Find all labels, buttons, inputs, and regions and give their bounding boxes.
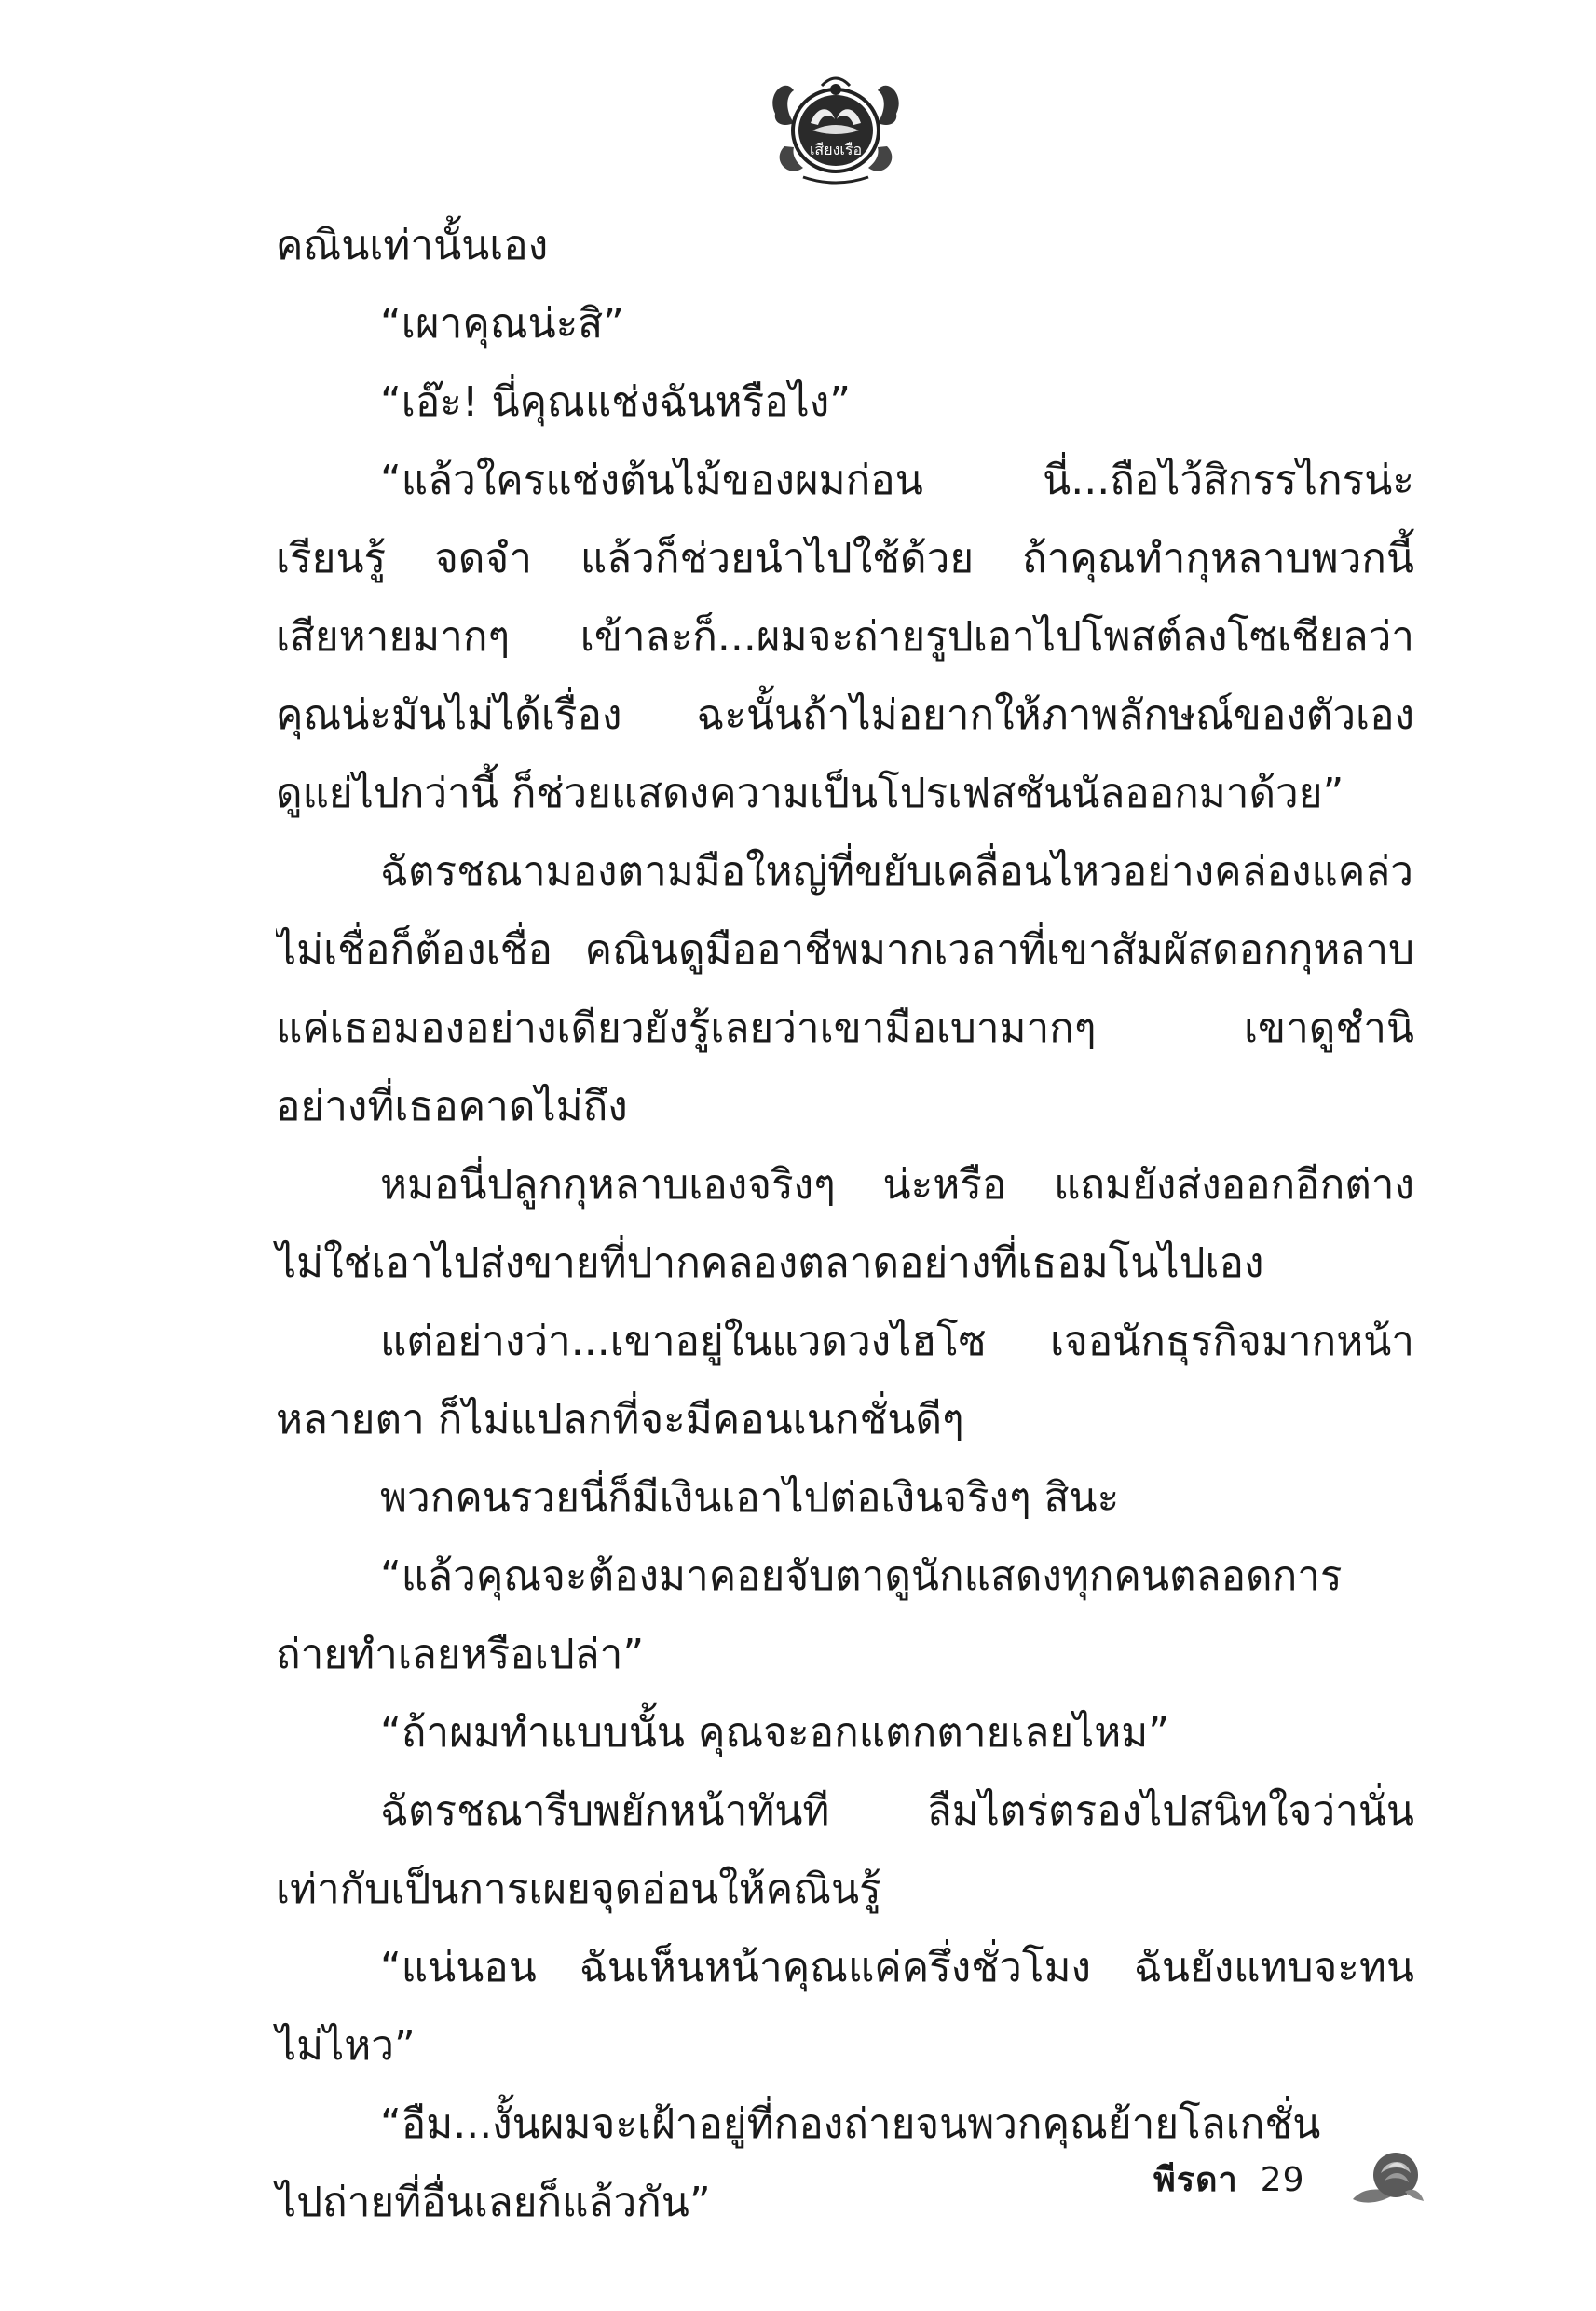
text-line: ไปถ่ายที่อื่นเลยก็แล้วกัน” xyxy=(276,2179,711,2226)
text-line: ไม่ไหว” xyxy=(276,2022,416,2070)
page-number: 29 xyxy=(1260,2161,1305,2199)
rose-ornament-icon xyxy=(1349,2145,1425,2210)
text-line: เท่ากับเป็นการเผยจุดอ่อนให้คณินรู้ xyxy=(276,1866,881,1913)
text-line: คุณน่ะมันไม่ได้เรื่อง ฉะนั้นถ้าไม่อยากให้ภาพลักษณ์ของตัวเอง xyxy=(276,691,1414,739)
text-line: เรียนรู้ จดจำ แล้วก็ช่วยนำไปใช้ด้วย ถ้าคุณทำกุหลาบพวกนี้ xyxy=(276,535,1414,582)
text-line: “เอ๊ะ! นี่คุณแช่งฉันหรือไง” xyxy=(380,378,852,426)
text-line: พวกคนรวยนี่ก็มีเงินเอาไปต่อเงินจริงๆ สินะ xyxy=(380,1474,1120,1522)
chapter-body xyxy=(276,207,1414,2242)
text-line: แค่เธอมองอย่างเดียวยังรู้เลยว่าเขามือเบามากๆ เขาดูชำนิ xyxy=(276,1005,1414,1052)
text-line: หลายตา ก็ไม่แปลกที่จะมีคอนเนกชั่นดีๆ xyxy=(276,1396,964,1443)
page-footer xyxy=(1153,2153,1304,2208)
text-line: “แล้วใครแช่งต้นไม้ของผมก่อน นี่...ถือไว้สิกรรไกรน่ะ xyxy=(380,457,1414,504)
text-line: หมอนี่ปลูกกุหลาบเองจริงๆ น่ะหรือ แถมยังส่งออกอีกต่าง xyxy=(380,1161,1414,1209)
logo-text: เสียงเรือ xyxy=(809,141,863,158)
text-line: อย่างที่เธอคาดไม่ถึง xyxy=(276,1083,628,1130)
text-line: “เผาคุณน่ะสิ” xyxy=(380,300,624,348)
book-title: พีรดา xyxy=(1153,2161,1238,2199)
text-line: “แน่นอน ฉันเห็นหน้าคุณแค่ครึ่งชั่วโมง ฉันยังแทบจะทน xyxy=(380,1944,1414,1991)
text-line: “ถ้าผมทำแบบนั้น คุณจะอกแตกตายเลยไหม” xyxy=(380,1709,1170,1757)
swan-emblem-icon xyxy=(766,58,906,188)
text-line: ถ่ายทำเลยหรือเปล่า” xyxy=(276,1631,645,1678)
text-line: “แล้วคุณจะต้องมาคอยจับตาดูนักแสดงทุกคนตลอดการ xyxy=(380,1552,1343,1600)
text-line: เสียหายมากๆ เข้าละก็...ผมจะถ่ายรูปเอาไปโพสต์ลงโซเชียลว่า xyxy=(276,613,1414,661)
text-line: “อืม...งั้นผมจะเฝ้าอยู่ที่กองถ่ายจนพวกคุณย้ายโลเกชั่น xyxy=(380,2100,1321,2148)
text-line: แต่อย่างว่า...เขาอยู่ในแวดวงไฮโซ เจอนักธุรกิจมากหน้า xyxy=(380,1318,1414,1365)
text-line: ฉัตรชณารีบพยักหน้าทันที ลืมไตร่ตรองไปสนิทใจว่านั่น xyxy=(380,1787,1414,1835)
text-line: คณินเท่านั้นเอง xyxy=(276,222,549,269)
text-line: ฉัตรชณามองตามมือใหญ่ที่ขยับเคลื่อนไหวอย่างคล่องแคล่ว xyxy=(380,848,1413,896)
text-line: ไม่ใช่เอาไปส่งขายที่ปากคลองตลาดอย่างที่เธอมโนไปเอง xyxy=(276,1239,1264,1287)
text-line: ดูแย่ไปกว่านี้ ก็ช่วยแสดงความเป็นโปรเฟสชันนัลออกมาด้วย” xyxy=(276,770,1344,817)
text-line: ไม่เชื่อก็ต้องเชื่อ คณินดูมืออาชีพมากเวลาที่เขาสัมผัสดอกกุหลาบ xyxy=(276,926,1414,974)
